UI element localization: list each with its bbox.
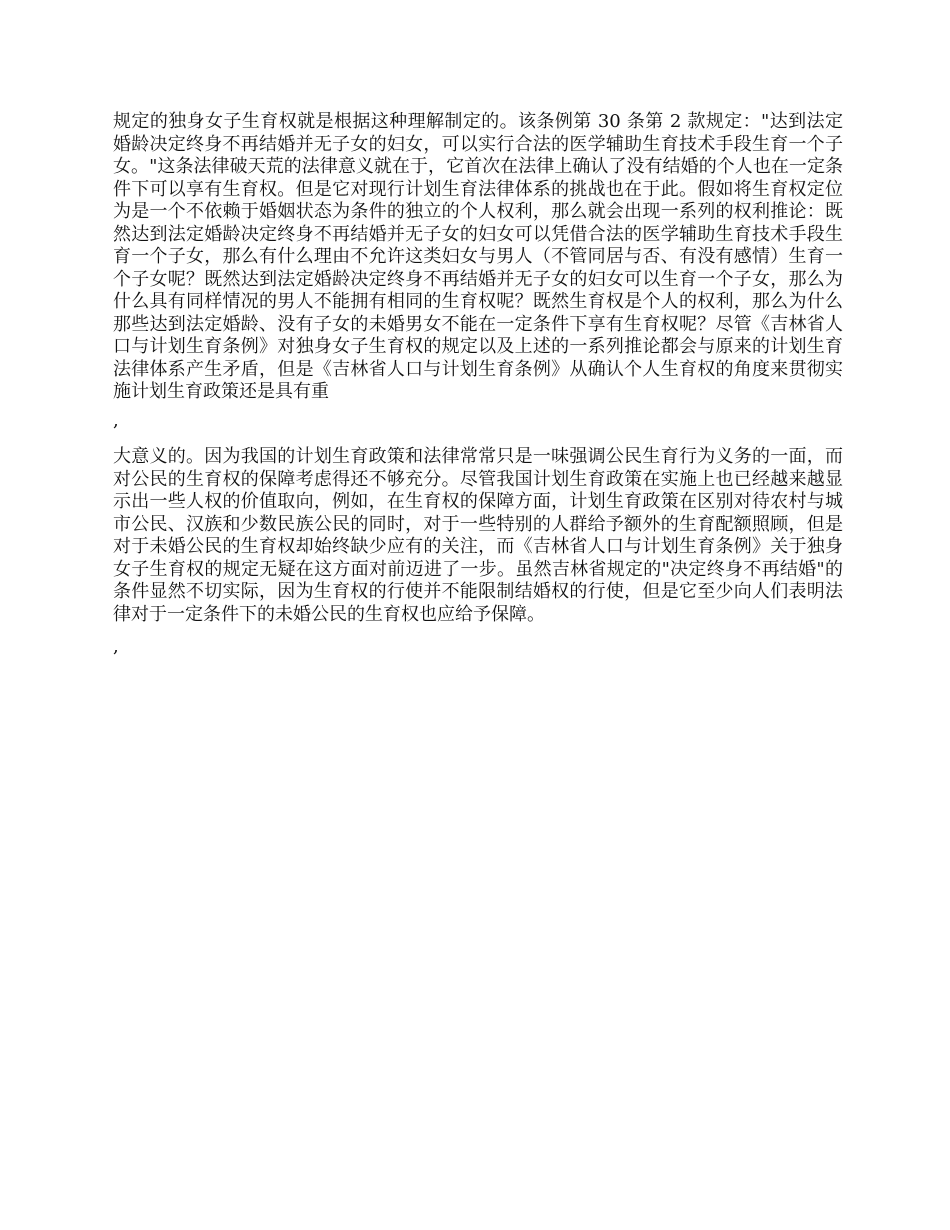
separator-comma-1: , xyxy=(113,410,119,431)
separator-comma-2: , xyxy=(113,636,119,657)
body-paragraph-1: 规定的独身女子生育权就是根据这种理解制定的。该条例第 30 条第 2 款规定："达到法定婚龄决定终身不再结婚并无子女的妇女，可以实行合法的医学辅助生育技术手段生育一个子女。"这条法律破天荒的法律意义就在于，它首次在法律上确认了没有结婚的个人也在一定条件下可以享有生育权。但是它对现行计划生育法律体系的挑战也在于此。假如将生育权定位为是一个不依赖于婚姻状态为条件的独立的个人权利，那么就会出现一系列的权利推论：既然达到法定婚龄决定终身不再结婚并无子女的妇女可以凭借合法的医学辅助生育技术手段生育一个子女，那么有什么理由不允许这类妇女与男人（不管同居与否、有没有感情）生育一个子女呢？既然达到法定婚龄决定终身不再结婚并无子女的妇女可以生育一个子女，那么为什么具有同样情况的男人不能拥有相同的生育权呢？既然生育权是个人的权利，那么为什么那些达到法定婚龄、没有子女的未婚男女不能在一定条件下享有生育权呢？尽管《吉林省人口与计划生育条例》对独身女子生育权的规定以及上述的一系列推论都会与原来的计划生育法律体系产生矛盾，但是《吉林省人口与计划生育条例》从确认个人生育权的角度来贯彻实施计划生育政策还是具有重 xyxy=(113,111,843,402)
body-paragraph-2: 大意义的。因为我国的计划生育政策和法律常常只是一味强调公民生育行为义务的一面，而对公民的生育权的保障考虑得还不够充分。尽管我国计划生育政策在实施上也已经越来越显示出一些人权的价值取向，例如，在生育权的保障方面，计划生育政策在区别对待农村与城市公民、汉族和少数民族公民的同时，对于一些特别的人群给予额外的生育配额照顾，但是对于未婚公民的生育权却始终缺少应有的关注，而《吉林省人口与计划生育条例》关于独身女子生育权的规定无疑在这方面对前迈进了一步。虽然吉林省规定的"决定终身不再结婚"的条件显然不切实际，因为生育权的行使并不能限制结婚权的行使，但是它至少向人们表明法律对于一定条件下的未婚公民的生育权也应给予保障。 xyxy=(113,446,843,625)
